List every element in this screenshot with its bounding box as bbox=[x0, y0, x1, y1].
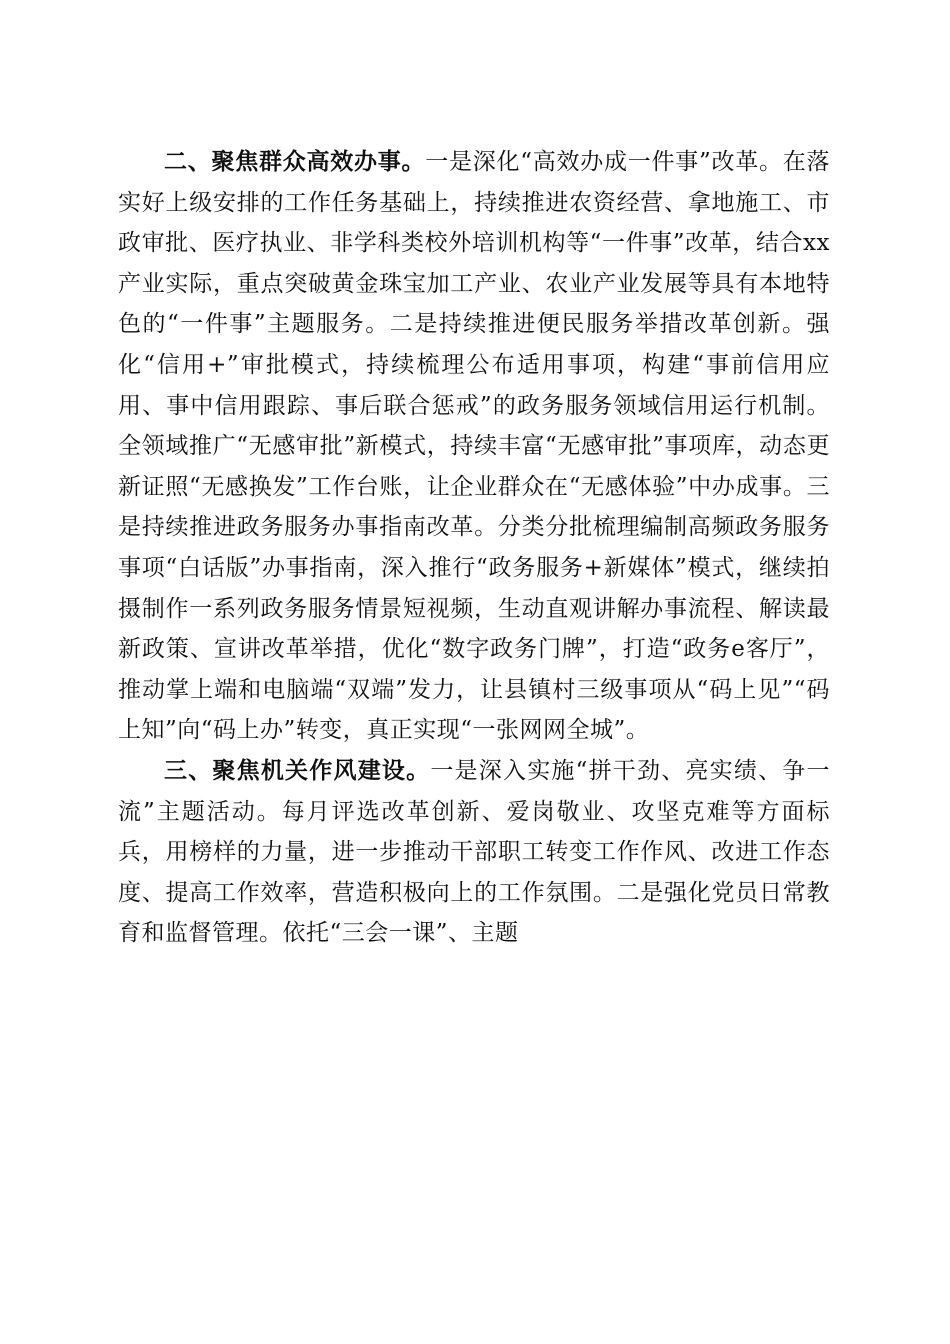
paragraph-section-2 bbox=[118, 142, 830, 751]
section-heading-3: 三、聚焦机关作风建设。 bbox=[164, 757, 431, 784]
paragraph-text-3: 一是深入实施“拼干劲、亮实绩、争一流”主题活动。每月评选改革创新、爱岗敬业、攻坚克难等方面标兵，用榜样的力量，进一步推动干部职工转变工作作风、改进工作态度、提高工作效率，营造积极向上的工作氛围。二是强化党员日常教育和监督管理。依托“三会一课”、主题 bbox=[118, 757, 831, 947]
document-body bbox=[118, 142, 830, 954]
paragraph-section-3 bbox=[118, 751, 830, 954]
paragraph-text-2: 一是深化“高效办成一件事”改革。在落实好上级安排的工作任务基础上，持续推进农资经营、拿地施工、市政审批、医疗执业、非学科类校外培训机构等“一件事”改革，结合xx产业实际，重点突破黄金珠宝加工产业、农业产业发展等具有本地特色的“一件事”主题服务。二是持续推进便民服务举措改革创新。强化“信用+”审批模式，持续梳理公布适用事项，构建“事前信用应用、事中信用跟踪、事后联合惩戒”的政务服务领域信用运行机制。全领域推广“无感审批”新模式，持续丰富“无感审批”事项库，动态更新证照“无感换发”工作台账，让企业群众在“无感体验”中办成事。三是持续推进政务服务办事指南改革。分类分批梳理编制高频政务服务事项“白话版”办事指南，深入推行“政务服务+新媒体”模式，继续拍摄制作一系列政务服务情景短视频，生动直观讲解办事流程、解读最新政策、宣讲改革举措，优化“数字政务门牌”，打造“政务e客厅”，推动掌上端和电脑端“双端”发力，让县镇村三级事项从“码上见”“码上知”向“码上办”转变，真正实现“一张网网全城”。 bbox=[118, 149, 830, 744]
section-heading-2: 二、聚焦群众高效办事。 bbox=[164, 149, 426, 175]
